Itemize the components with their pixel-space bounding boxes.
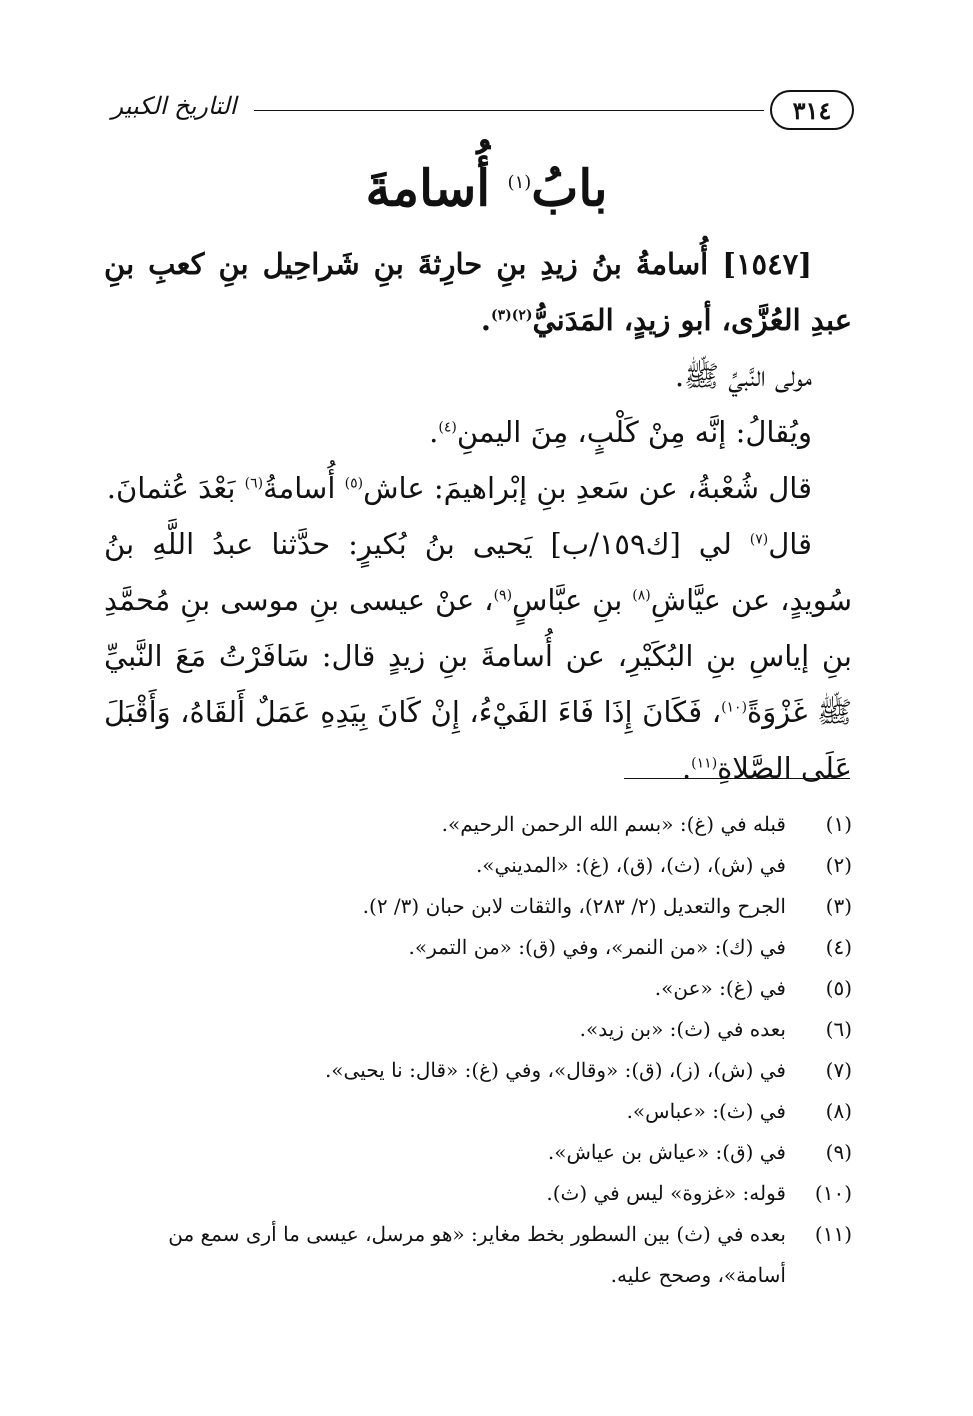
footnote-text: في (ش)، (ز)، (ق): «وقال»، وفي (غ): «قال: نا يحيى». [324, 1058, 786, 1082]
chapter-title [0, 148, 973, 224]
footnote-number: (٧) [825, 1058, 852, 1082]
footnote-number: (١) [825, 812, 852, 836]
footnote-number: (٥) [825, 976, 852, 1000]
footnote-ref[interactable]: (٩) [493, 587, 513, 604]
footnote-item [104, 1173, 852, 1214]
chapter-title-part1: بابُ [531, 158, 608, 218]
footnote-item [104, 845, 852, 886]
paragraph-text: ، عنْ عيسى بنِ موسى بنِ مُحمَّدِ بنِ إياسِ بنِ البُكَيْرِ، عن أُسامةَ بنِ زيدٍ قال: سَافَرْتُ مَعَ النَّبيِّ ﷺ غَزْوَةً [104, 583, 852, 729]
footnote-number: (٤) [825, 935, 852, 959]
footnote-item [104, 1050, 852, 1091]
paragraph-text: قال شُعْبةُ، عن سَعدِ بنِ إبْراهيمَ: عاش [363, 471, 812, 505]
page-number: ٣١٤ [770, 90, 854, 130]
paragraph-mawla [104, 348, 852, 404]
footnote-ref[interactable]: (١) [507, 172, 532, 193]
entry-heading [104, 236, 852, 348]
footnote-item [104, 1009, 852, 1050]
paragraph-text: لي [ك١٥٩/ب] يَحيى بنُ بُكيرٍ: حدَّثنا عبدُ اللَّهِ بنُ سُويدٍ، عن عيَّاشِ [104, 527, 853, 617]
footnote-number: (٨) [825, 1099, 852, 1123]
footnote-number: (٢) [825, 853, 852, 877]
footnote-ref[interactable]: (٦) [244, 475, 264, 492]
footnote-number: (٦) [825, 1017, 852, 1041]
punctuation: . [681, 751, 692, 785]
paragraph-text: أُسامةُ [263, 471, 336, 505]
paragraph-text: مولى النَّبيِّ ﷺ. [674, 359, 812, 393]
paragraph-text: ويُقالُ: إنَّه مِنْ كَلْبٍ، مِنَ اليمنِ [456, 415, 812, 449]
main-text [104, 236, 852, 796]
paragraph-shuba [104, 460, 852, 516]
footnote-text: في (غ): «عن». [654, 976, 786, 1000]
paragraph-hadith [104, 516, 852, 796]
paragraph-text: بَعْدَ عُثمانَ. [106, 471, 236, 505]
punctuation: . [480, 303, 491, 337]
paragraph-text: بنِ عبَّاسٍ [512, 583, 623, 617]
punctuation: . [429, 415, 439, 449]
footnote-text: في (ك): «من النمر»، وفي (ق): «من التمر». [408, 935, 786, 959]
footnote-text: في (ق): «عياش بن عياش». [547, 1140, 786, 1164]
footnote-ref[interactable]: (٧) [749, 531, 769, 548]
footnote-number: (٣) [825, 894, 852, 918]
footnote-text: بعده في (ث) بين السطور بخط مغاير: «هو مرسل، عيسى ما أرى سمع من أسامة»، وصحح عليه. [168, 1222, 786, 1287]
page-header [104, 86, 854, 136]
footnote-text: قبله في (غ): «بسم الله الرحمن الرحيم». [441, 812, 786, 836]
footnote-ref[interactable]: (٢)(٣) [490, 307, 533, 324]
footnote-text: الجرح والتعديل (٢/ ٢٨٣)، والثقات لابن حبان (٣/ ٢). [362, 894, 786, 918]
footnote-ref[interactable]: (١٠) [721, 699, 748, 716]
footnote-item [104, 1214, 852, 1296]
paragraph-yuqal [104, 404, 852, 460]
paragraph-text: ، فَكَانَ إِذَا فَاءَ الفَيْءُ، إِنْ كَانَ بِيَدِهِ عَمَلٌ أَلقَاهُ، وَأَقْبَلَ عَلَى الصَّلاةِ [104, 695, 852, 785]
footnote-number: (١٠) [814, 1181, 852, 1205]
footnote-item [104, 1132, 852, 1173]
footnote-item [104, 968, 852, 1009]
footnote-number: (١١) [814, 1222, 852, 1246]
footnote-ref[interactable]: (١١) [691, 755, 718, 772]
footnote-item [104, 927, 852, 968]
footnote-item [104, 886, 852, 927]
entry-number: [١٥٤٧] [722, 247, 812, 281]
chapter-title-part2: أُسامةَ [365, 158, 491, 218]
footnote-number: (٩) [825, 1140, 852, 1164]
footnote-text: في (ث): «عباس». [626, 1099, 786, 1123]
footnote-text: في (ش)، (ث)، (ق)، (غ): «المديني». [475, 853, 786, 877]
footnotes [104, 804, 852, 1296]
footnote-item [104, 1091, 852, 1132]
header-rule [254, 110, 764, 111]
footnote-text: قوله: «غزوة» ليس في (ث). [546, 1181, 786, 1205]
book-title: التاريخ الكبير [111, 92, 237, 120]
footnote-item [104, 804, 852, 845]
footnote-text: بعده في (ث): «بن زيد». [579, 1017, 786, 1041]
footnote-ref[interactable]: (٨) [632, 587, 651, 604]
paragraph-text: قال [768, 527, 812, 561]
footnote-ref[interactable]: (٤) [438, 419, 457, 436]
footnote-separator [624, 778, 850, 779]
entry-name: أُسامةُ بنُ زيدِ بنِ حارِثةَ بنِ شَراحِيل بنِ كعبِ بنِ عبدِ العُزَّى، أبو زيدٍ، المَدَنيُّ [104, 247, 852, 337]
footnote-ref[interactable]: (٥) [344, 475, 364, 492]
